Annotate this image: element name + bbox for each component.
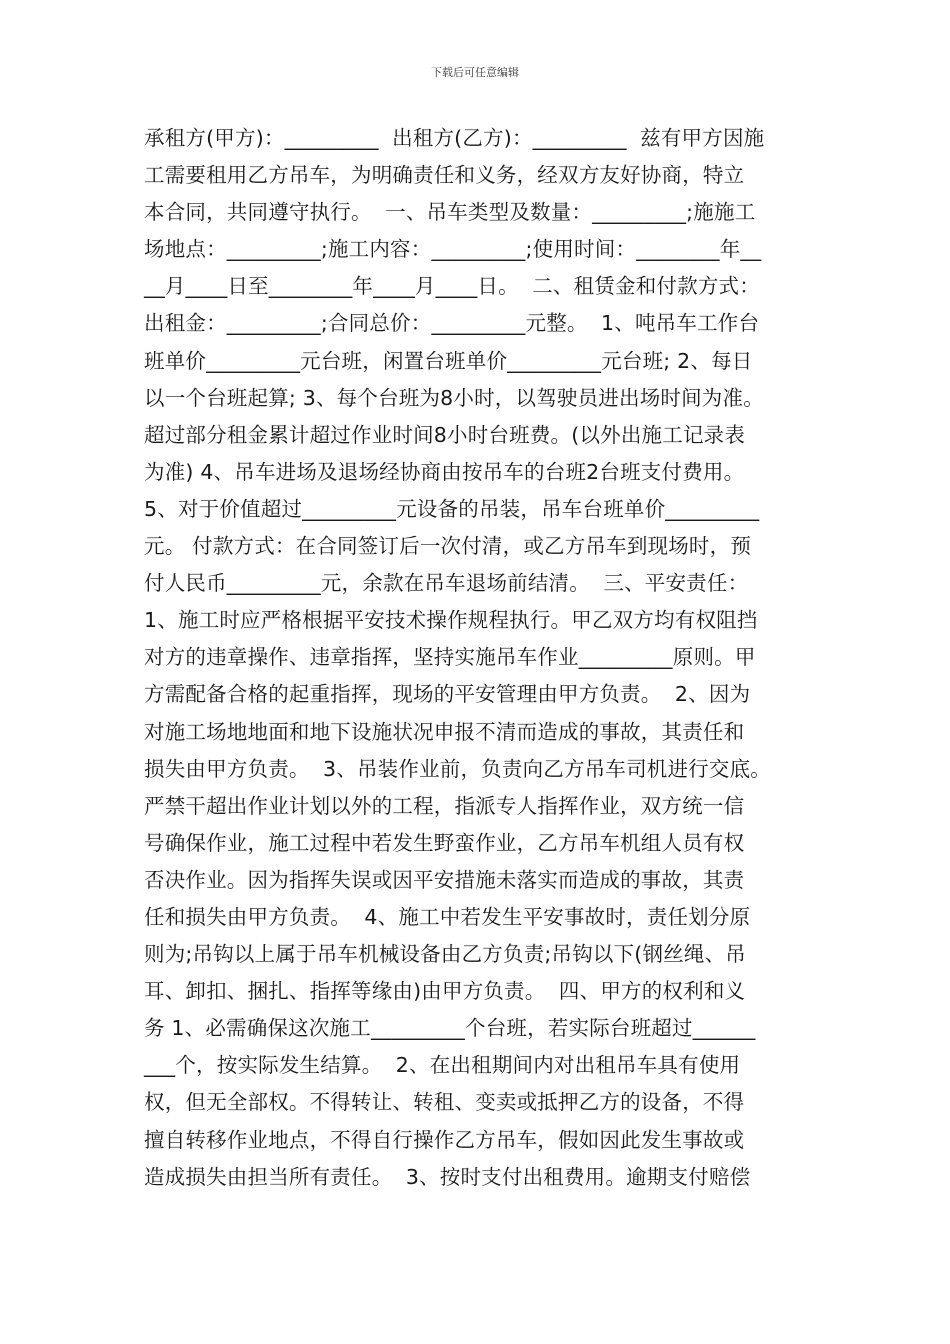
text-line: 任和损失由甲方负责。 4、施工中若发生平安事故时，责任划分原 [144,904,751,929]
text-line: 超过部分租金累计超过作业时间8小时台班费。(以外出施工记录表 [144,422,746,447]
text-line: 方需配备合格的起重指挥，现场的平安管理由甲方负责。 2、因为 [144,682,751,707]
text-line: 严禁干超出作业计划以外的工程，指派专人指挥作业，双方统一信 [144,793,745,818]
contract-body [144,120,812,1196]
text-line: 5、对于价值超过_________元设备的吊装，吊车台班单价_________ [144,496,760,521]
text-line: 擅自转移作业地点，不得自行操作乙方吊车，假如因此发生事故或 [144,1127,745,1152]
text-line: 造成损失由担当所有责任。 3、按时支付出租费用。逾期支付赔偿 [144,1164,751,1189]
text-line: 务 1、必需确保这次施工_________个台班，若实际台班超过______ [144,1016,756,1041]
text-line: ___个，按实际发生结算。 2、在出租期间内对出租吊车具有使用 [144,1053,741,1078]
text-line: __月____日至________年____月____日。 二、租赁金和付款方式： [144,274,760,299]
text-line: 元。 付款方式：在合同签订后一次付清，或乙方吊车到现场时，预 [144,534,752,559]
page-header: 下载后可任意编辑 [431,66,519,79]
text-line: 以一个台班起算; 3、每个台班为8小时，以驾驶员进出场时间为准。 [144,385,764,410]
text-line: 号确保作业，施工过程中若发生野蛮作业，乙方吊车机组人员有权 [144,830,745,855]
text-line: 损失由甲方负责。 3、吊装作业前，负责向乙方吊车司机进行交底。 [144,756,771,781]
text-line: 班单价_________元台班，闲置台班单价_________元台班; 2、每日 [144,348,753,373]
text-line: 出租金：_________;合同总价：_________元整。 1、吨吊车工作台 [144,311,760,336]
text-line: 为准) 4、吊车进场及退场经协商由按吊车的台班2台班支付费用。 [144,459,745,484]
text-line: 则为;吊钩以上属于吊车机械设备由乙方负责;吊钩以下(钢丝绳、吊 [144,942,747,967]
text-line: 承租方(甲方)：_________ 出租方(乙方)：_________ 兹有甲方因施 [144,126,765,150]
text-line: 耳、卸扣、捆扎、指挥等缘由)由甲方负责。 四、甲方的权利和义 [144,979,746,1004]
text-line: 否决作业。因为指挥失误或因平安措施未落实而造成的事故，其责 [144,867,745,892]
text-line: 1、施工时应严格根据平安技术操作规程执行。甲乙双方均有权阻挡 [144,608,758,633]
text-line: 对方的违章操作、违章指挥，坚持实施吊车作业_________原则。甲 [144,645,756,670]
text-line: 本合同，共同遵守执行。 一、吊车类型及数量：_________;施施工 [144,200,756,225]
text-line: 场地点：_________;施工内容：_________;使用时间：________年__ [144,237,762,262]
text-line: 付人民币_________元，余款在吊车退场前结清。 三、平安责任： [144,571,749,596]
text-line: 对施工场地地面和地下设施状况申报不清而造成的事故，其责任和 [144,719,745,744]
text-line: 工需要租用乙方吊车，为明确责任和义务，经双方友好协商，特立 [144,163,745,188]
text-line: 权，但无全部权。不得转让、转租、变卖或抵押乙方的设备，不得 [144,1090,745,1115]
